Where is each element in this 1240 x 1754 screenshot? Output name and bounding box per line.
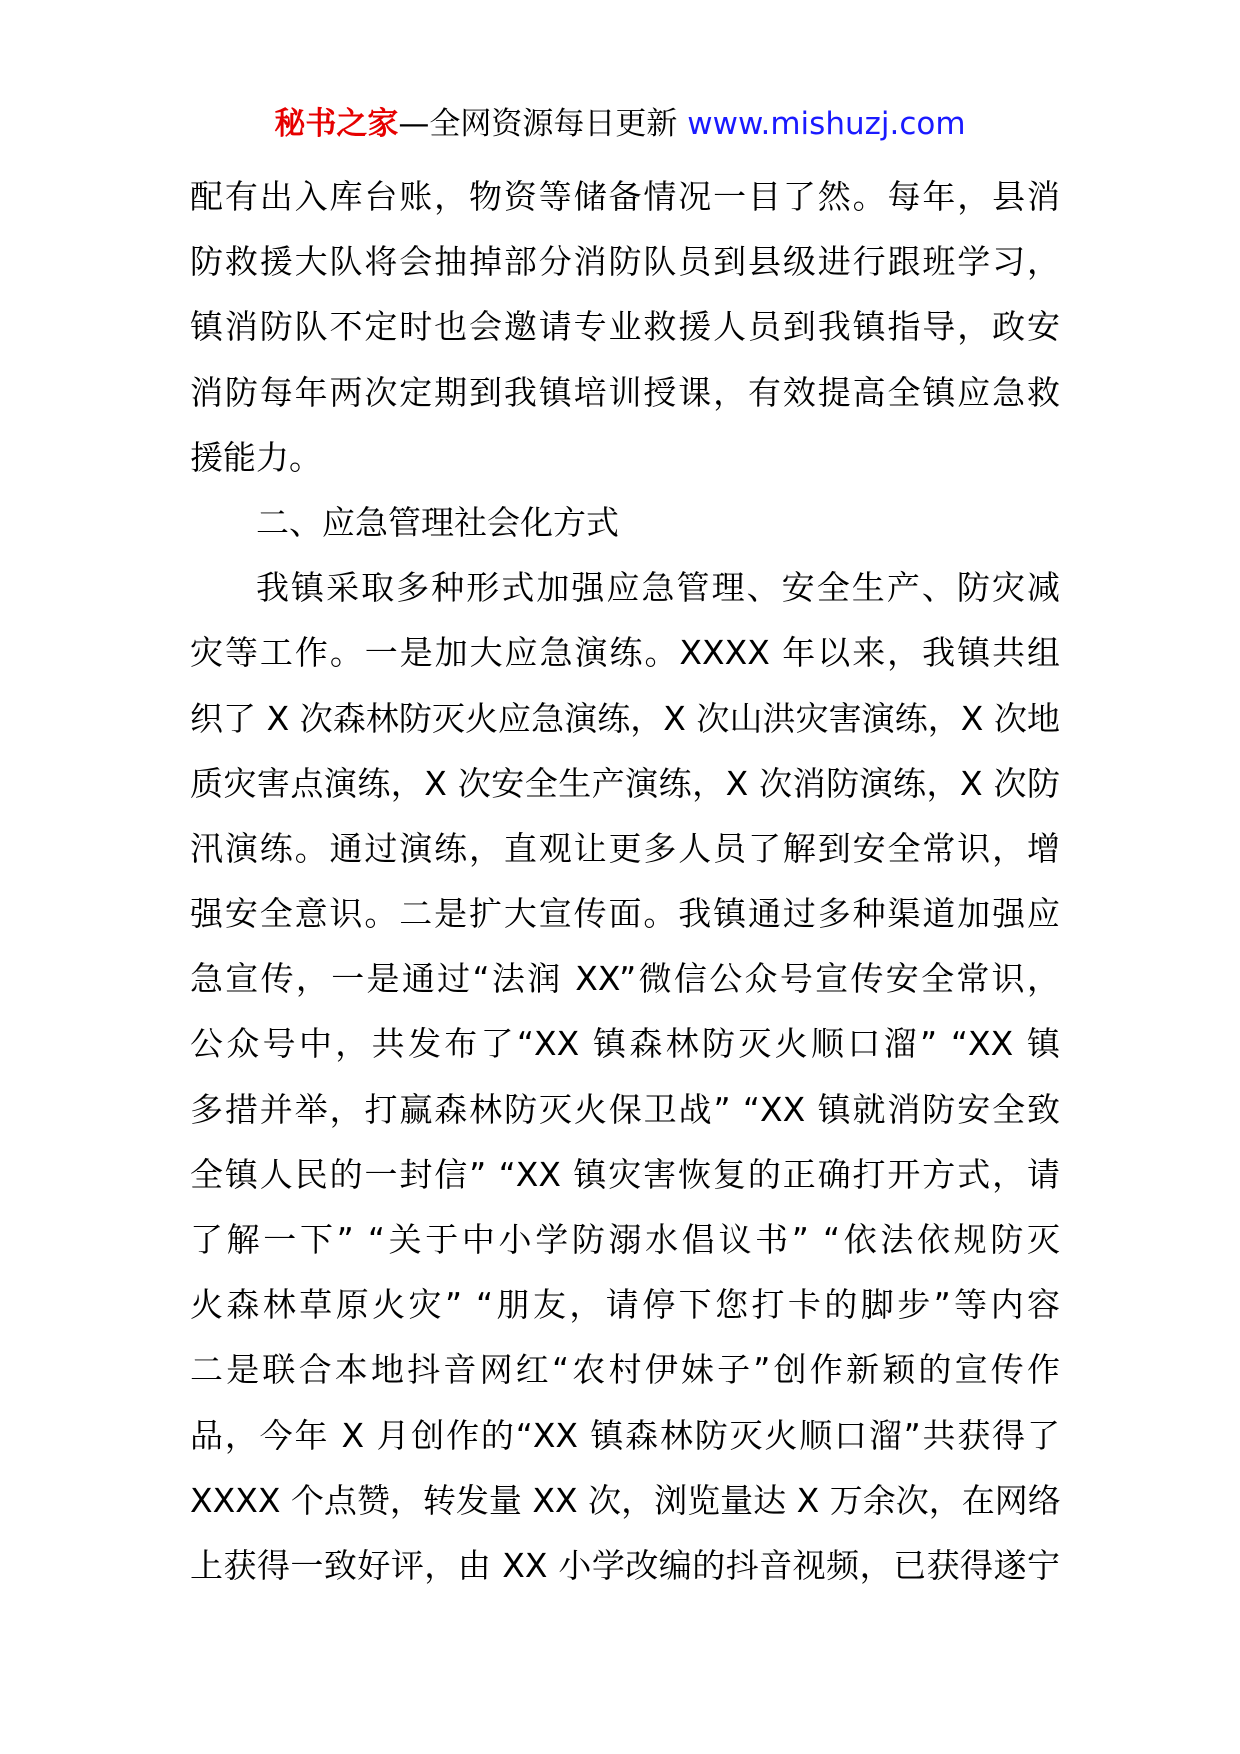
body-line: 火森林草原火灾” “朋友，请停下您打卡的脚步”等内容: [190, 1285, 1060, 1325]
body-line: 灾等工作。一是加大应急演练。XXXX 年以来，我镇共组: [190, 633, 1060, 673]
body-line: XXXX 个点赞，转发量 XX 次，浏览量达 X 万余次，在网络: [190, 1480, 1061, 1520]
body-line: 配有出入库台账，物资等储备情况一目了然。每年，县消: [190, 177, 1060, 216]
body-line: 援能力。: [190, 437, 322, 477]
site-url-link[interactable]: www.mishuzj.com: [687, 106, 966, 142]
site-tagline: —全网资源每日更新: [398, 106, 678, 142]
body-line: 织了 X 次森林防灭火应急演练，X 次山洪灾害演练，X 次地: [190, 698, 1060, 738]
body-line: 多措并举，打赢森林防灭火保卫战” “XX 镇就消防安全致: [190, 1089, 1060, 1129]
body-line: 消防每年两次定期到我镇培训授课，有效提高全镇应急救: [190, 372, 1060, 412]
body-line: 二是联合本地抖音网红“农村伊妹子”创作新颖的宣传作: [190, 1350, 1060, 1390]
body-line: 防救援大队将会抽掉部分消防队员到县级进行跟班学习，: [190, 242, 1060, 282]
body-line: 汛演练。通过演练，直观让更多人员了解到安全常识，增: [190, 828, 1060, 868]
body-line: 镇消防队不定时也会邀请专业救援人员到我镇指导，政安: [190, 307, 1060, 347]
section-heading: 二、应急管理社会化方式: [256, 502, 619, 542]
body-line: 质灾害点演练，X 次安全生产演练，X 次消防演练，X 次防: [190, 763, 1060, 803]
site-brand: 秘书之家: [274, 106, 399, 142]
body-line: 了解一下” “关于中小学防溺水倡议书” “依法依规防灭: [190, 1220, 1060, 1259]
body-line: 公众号中，共发布了“XX 镇森林防灭火顺口溜” “XX 镇: [190, 1024, 1060, 1064]
site-header: [0, 102, 1240, 146]
body-line: 品，今年 X 月创作的“XX 镇森林防灭火顺口溜”共获得了: [190, 1415, 1060, 1455]
body-line: 全镇人民的一封信” “XX 镇灾害恢复的正确打开方式，请: [190, 1154, 1060, 1194]
body-line: 我镇采取多种形式加强应急管理、安全生产、防灾减: [256, 568, 1060, 608]
body-line: 强安全意识。二是扩大宣传面。我镇通过多种渠道加强应: [190, 894, 1060, 934]
body-line: 急宣传，一是通过“法润 XX”微信公众号宣传安全常识，: [190, 959, 1060, 999]
document-body: [190, 164, 1060, 1598]
body-line: 上获得一致好评，由 XX 小学改编的抖音视频，已获得遂宁: [190, 1545, 1060, 1585]
